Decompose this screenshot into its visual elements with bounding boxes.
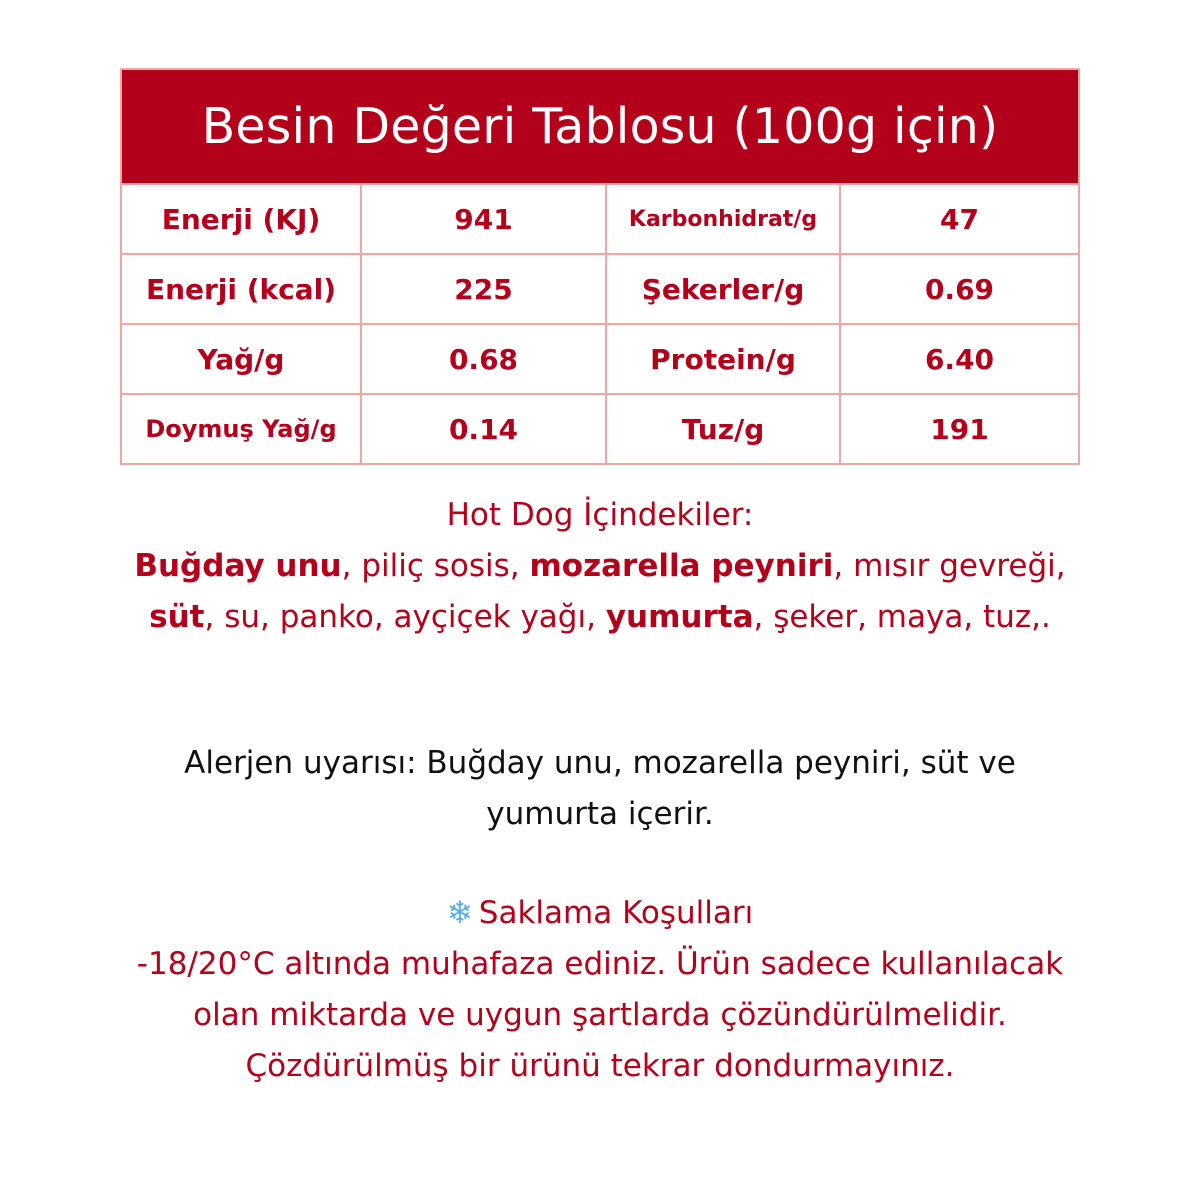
ingredients-heading: Hot Dog İçindekiler:	[446, 497, 754, 533]
nutrient-label: Enerji (kcal)	[122, 254, 361, 324]
ingredient-allergen: yumurta	[605, 599, 754, 635]
nutrient-value: 941	[361, 185, 606, 254]
table-title: Besin Değeri Tablosu (100g için)	[122, 70, 1078, 185]
storage-section	[120, 888, 1080, 1092]
ingredients-section	[120, 490, 1080, 643]
ingredient-text: , su, panko, ayçiçek yağı,	[204, 599, 606, 635]
nutrient-value: 191	[930, 412, 989, 446]
ingredient-allergen: mozarella peyniri	[529, 548, 834, 584]
storage-heading: Saklama Koşulları	[478, 895, 754, 931]
nutrient-label: Yağ/g	[122, 324, 361, 394]
nutrition-table	[120, 68, 1080, 465]
snowflake-icon: ❄	[446, 895, 473, 931]
nutrition-grid	[122, 185, 1078, 463]
table-row	[122, 185, 1078, 254]
nutrient-label: Doymuş Yağ/g	[122, 394, 361, 463]
table-row	[122, 324, 1078, 394]
nutrient-value: 0.68	[361, 324, 606, 394]
nutrient-value: 47	[840, 185, 1078, 254]
ingredient-allergen: süt	[149, 599, 205, 635]
table-row	[122, 254, 1078, 324]
nutrient-value: 0.14	[361, 394, 606, 463]
ingredient-allergen: Buğday unu	[134, 548, 342, 584]
ingredient-text: , mısır gevreği,	[833, 548, 1066, 584]
nutrient-label: Karbonhidrat/g	[606, 185, 840, 254]
nutrient-label: Protein/g	[606, 324, 840, 394]
table-row	[122, 394, 1078, 463]
storage-heading-line	[120, 888, 1080, 939]
nutrient-label: Tuz/g	[606, 394, 840, 463]
ingredient-text: , piliç sosis,	[341, 548, 530, 584]
nutrient-value: 225	[361, 254, 606, 324]
storage-text: -18/20°C altında muhafaza ediniz. Ürün sadece kullanılacak olan miktarda ve uygun şartlarda çözündürülmelidir. Çözdürülmüş bir ürünü tekrar dondurmayınız.	[136, 946, 1064, 1084]
nutrient-value: 0.69	[840, 254, 1078, 324]
nutrient-value: 6.40	[840, 324, 1078, 394]
ingredient-text: , şeker, maya, tuz,.	[753, 599, 1051, 635]
nutrient-label: Şekerler/g	[606, 254, 840, 324]
nutrient-label: Enerji (KJ)	[122, 185, 361, 254]
allergen-warning: Alerjen uyarısı: Buğday unu, mozarella peyniri, süt ve yumurta içerir.	[184, 745, 1016, 832]
ingredients-list	[120, 541, 1080, 643]
